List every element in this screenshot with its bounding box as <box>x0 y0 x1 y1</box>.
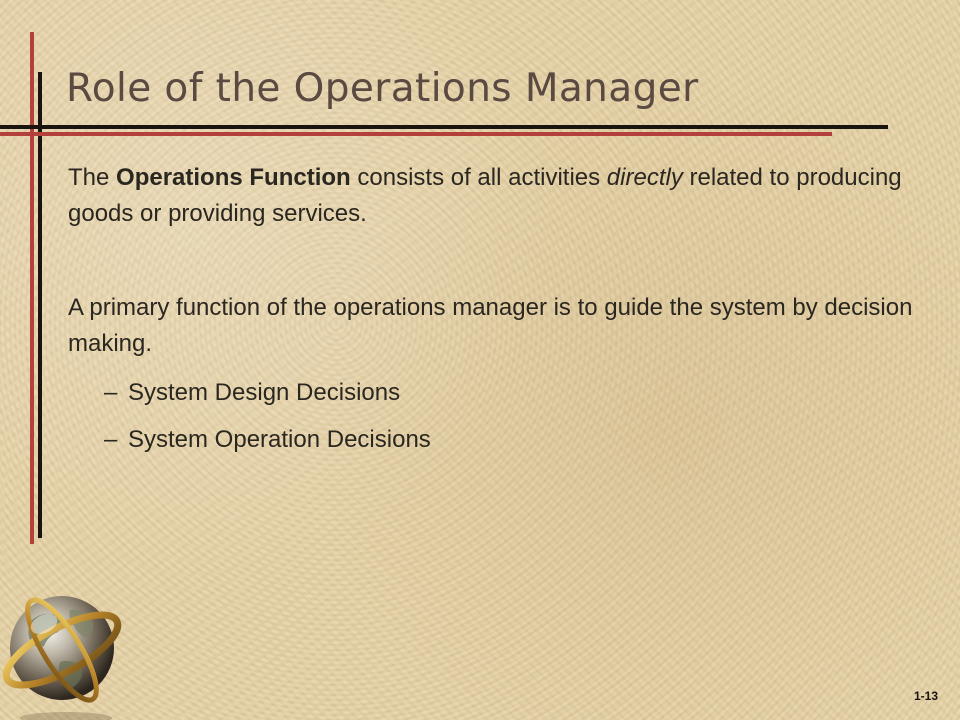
page-number: 1-13 <box>913 689 938 703</box>
bullet-system-design <box>104 375 400 411</box>
bullet-system-operation <box>104 422 431 458</box>
paragraph1-prefix: The <box>68 164 117 191</box>
horizontal-red-rule <box>0 132 832 136</box>
bullet-dash: – <box>104 379 118 406</box>
bullet-text: System Operation Decisions <box>128 426 431 453</box>
paragraph-primary-function: A primary function of the operations manager is to guide the system by decision making. <box>68 294 913 357</box>
slide-title: Role of the Operations Manager <box>66 66 699 111</box>
globe-icon <box>0 580 130 720</box>
paragraph1-suffix: related to producing goods or providing services. <box>68 164 902 227</box>
paragraph1-italic-term: directly <box>606 164 683 191</box>
paragraph1-middle: consists of all activities <box>350 164 607 191</box>
paragraph1-bold-term: Operations Function <box>116 164 351 191</box>
vertical-red-rule <box>30 32 34 544</box>
vertical-black-rule <box>38 72 42 538</box>
paragraph-operations-function <box>68 160 928 232</box>
bullet-text: System Design Decisions <box>128 379 401 406</box>
horizontal-black-rule <box>0 125 888 129</box>
bullet-dash: – <box>104 426 118 453</box>
